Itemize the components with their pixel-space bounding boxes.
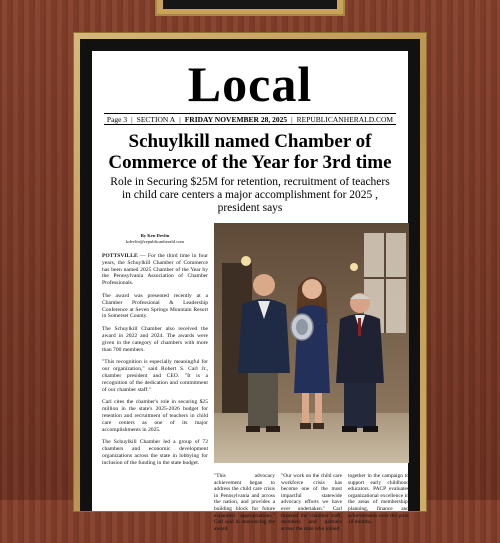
article-paragraph: The award was presented recently at a Chamber Professional & Leadership Conference at Seven Springs Mountain Resort in Somerset County. xyxy=(102,292,208,320)
page-number: Page 3 xyxy=(106,114,128,124)
article-paragraph: The Schuylkill Chamber also received the award in 2022 and 2024. The awards were given in the category of chambers with more than 700 members. xyxy=(102,326,208,353)
issue-date: FRIDAY NOVEMBER 28, 2025 xyxy=(184,114,288,124)
dateline: POTTSVILLE xyxy=(102,253,138,259)
person-right-legs xyxy=(344,383,376,428)
article-photo xyxy=(214,223,409,463)
section-label: SECTION A xyxy=(136,114,176,124)
folio-line xyxy=(104,113,396,125)
plaque-gold-frame xyxy=(73,32,427,532)
photo-floor xyxy=(214,413,409,463)
article-paragraph: "This recognition is especially meaningful for our organization," said Robert S. Carl Jr., chamber president and CEO. "It is a recognition of the dedication and commitment of our chamber staff." xyxy=(102,359,208,393)
person-left-legs xyxy=(248,373,278,428)
bottom-column-3: together in the campaign to support early childhood educators. PACP evaluates organizational excellence in the areas of membership, planning, finance and achievements over the prior 18 months. xyxy=(348,473,409,526)
article-body xyxy=(92,223,408,543)
award-photo-illustration xyxy=(214,223,409,463)
paragraph-text: — For the third time in four years, the Schuylkill Chamber of Commerce has been named 2025 Chamber of the Year by the Pennsylvania Association of Chamber Professionals. xyxy=(102,253,208,287)
article-subhead: Role in Securing $25M for retention, recruitment of teachers in child care centers a major accomplishment for 2025 , president says xyxy=(110,176,390,214)
person-middle-head xyxy=(302,279,322,299)
photo-lamp xyxy=(350,263,358,271)
article-paragraph: Carl cites the chamber's role in securing $25 million in the state's 2025-2026 budget for retention and recruitment of teachers in child care centers as one of its major accomplishments in 2025. xyxy=(102,399,208,433)
plaque-black-border xyxy=(80,39,420,532)
bottom-column-2: "Our work on the child care workforce crisis has become one of the most impactful statewide advocacy efforts we have ever undertaken." Carl thanked the chamber staff, members and partners across the state who joined xyxy=(281,473,342,532)
person-left-head xyxy=(253,274,275,296)
article-paragraph: The Schuylkill Chamber led a group of 72 chambers and economic development organizations across the state in lobbying for inclusion of the funding in the state budget. xyxy=(102,439,208,466)
folio-separator: | xyxy=(291,114,293,124)
top-nameplate xyxy=(155,0,345,16)
left-text-column xyxy=(102,233,208,473)
headline-line-2: Commerce of the Year for 3rd time xyxy=(108,152,392,173)
photo-lamp xyxy=(241,256,251,266)
newspaper-page xyxy=(92,51,409,532)
headline-line-1: Schuylkill named Chamber of xyxy=(128,131,372,152)
bottom-column-1: "This advocacy achievement began to address the child care crisis in Pennsylvania and across the nation, and provides a building block for future expanded appropriations," Carl said in announcing the award. xyxy=(214,473,275,532)
article-paragraph xyxy=(102,253,208,287)
bottom-text-columns xyxy=(214,473,409,532)
byline-name: By Ken Devlin xyxy=(140,233,170,238)
top-nameplate-inner xyxy=(163,0,337,9)
byline xyxy=(102,233,208,245)
folio-separator: | xyxy=(179,114,181,124)
site-name: REPUBLICANHERALD.COM xyxy=(296,114,394,124)
byline-email: kdevlin@republicanherald.com xyxy=(126,239,184,244)
section-masthead: Local xyxy=(187,56,313,112)
article-headline xyxy=(92,131,408,173)
folio-separator: | xyxy=(131,114,133,124)
